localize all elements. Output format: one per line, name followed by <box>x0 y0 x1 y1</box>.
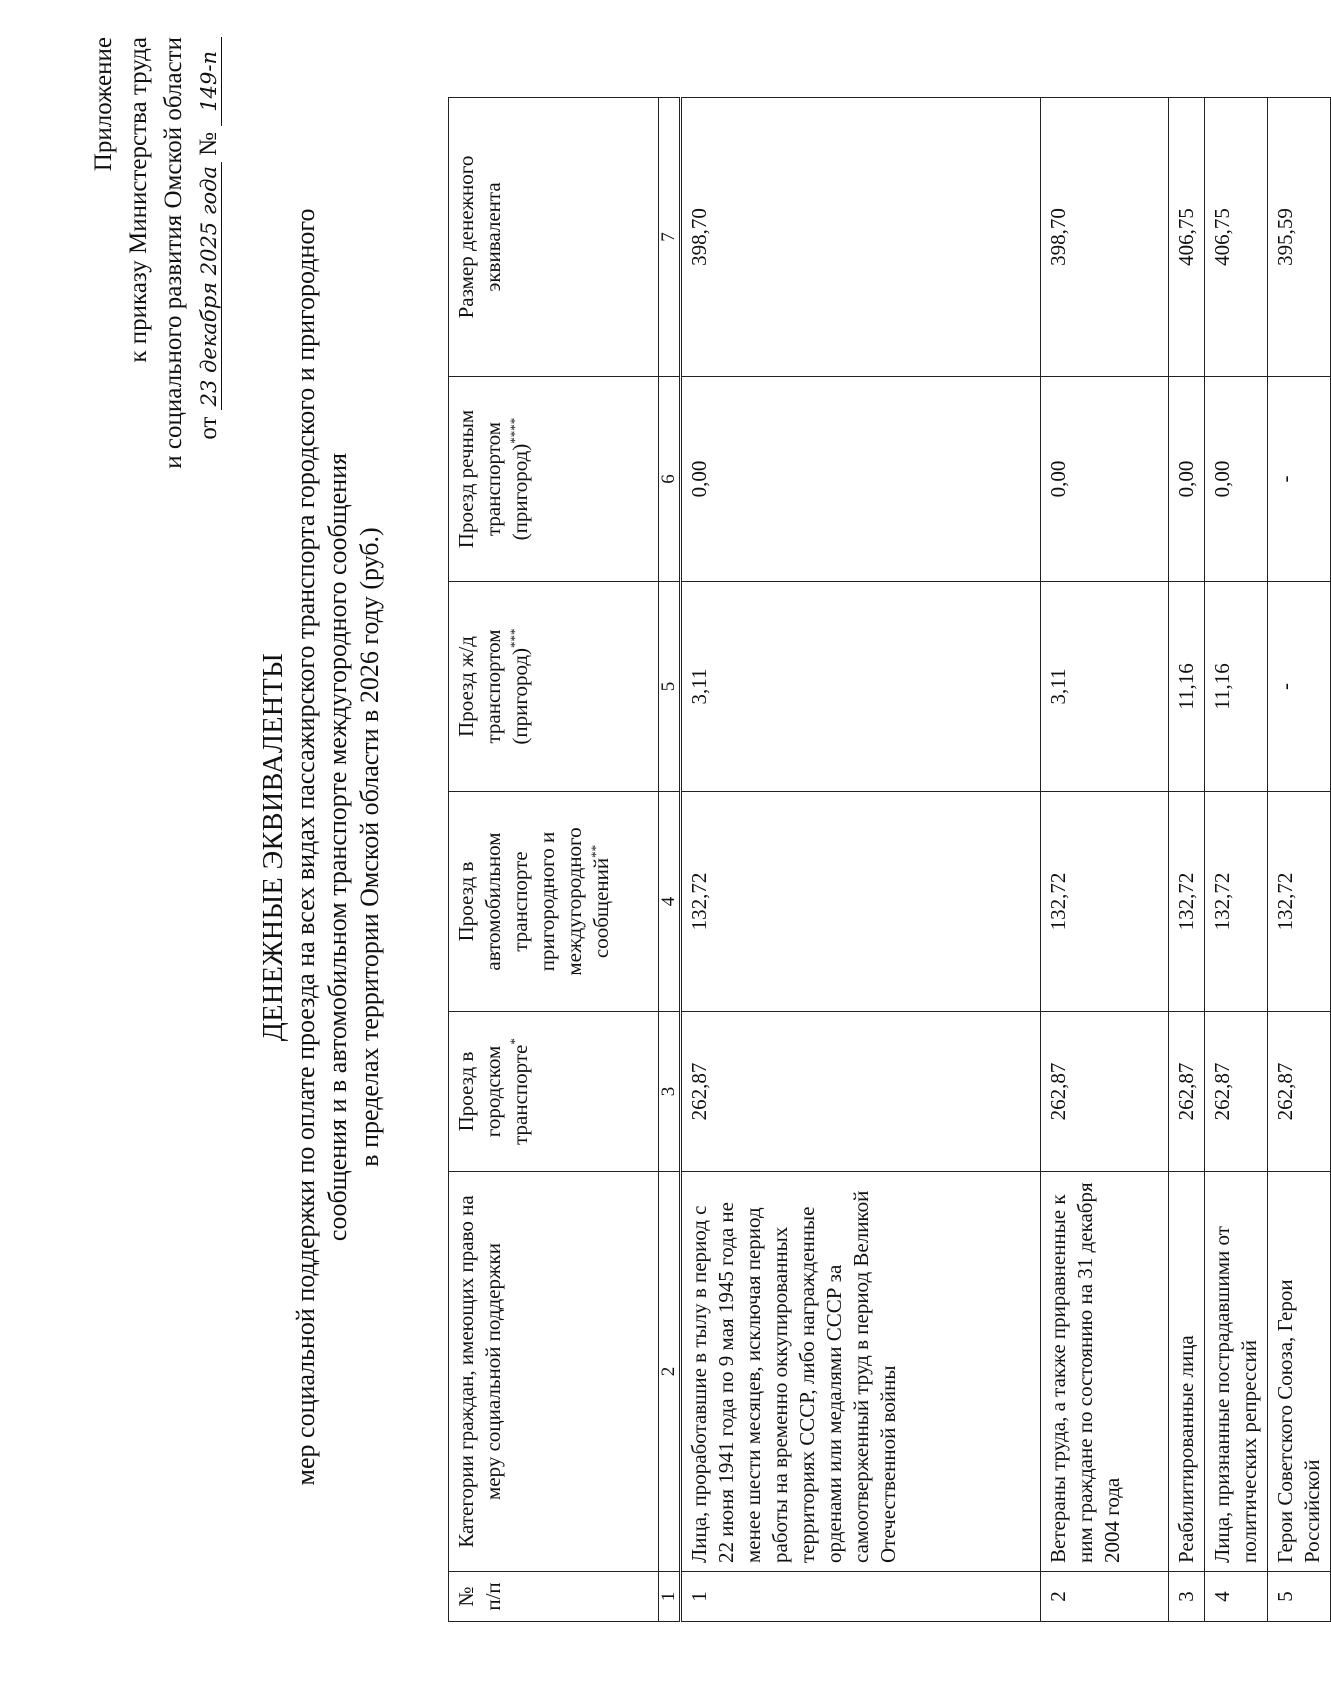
header-auto-transport: Проезд в автомобильном транспорте пригородного и междугородного сообщений** <box>449 792 659 1012</box>
row-number: 1 <box>681 1572 1041 1622</box>
row-total-value: 398,70 <box>1041 98 1169 377</box>
row-river-value: - <box>1268 377 1331 582</box>
row-category: Реабилитированные лица <box>1169 1172 1205 1572</box>
row-rail-value: 3,11 <box>681 582 1041 792</box>
row-river-value: 0,00 <box>1169 377 1205 582</box>
row-auto-value: 132,72 <box>1041 792 1169 1012</box>
row-rail-value: 11,16 <box>1205 582 1268 792</box>
title-main: ДЕНЕЖНЫЕ ЭКВИВАЛЕНТЫ <box>258 652 289 1042</box>
row-rail-value: - <box>1268 582 1331 792</box>
row-number: 2 <box>1041 1572 1169 1622</box>
title-line-4: в пределах территории Омской области в 2026 году (руб.) <box>355 527 384 1167</box>
appendix-title: Приложение <box>90 37 117 172</box>
row-category: Герои Советского Союза, Герои Российской <box>1268 1172 1331 1572</box>
header-number: № п/п <box>449 1572 659 1622</box>
row-city-value: 262,87 <box>1041 1012 1169 1172</box>
equivalents-table-wrapper <box>448 98 1331 1622</box>
table-header-row <box>449 98 659 1622</box>
appendix-date-line <box>191 37 227 537</box>
appendix-order-line: к приказу Министерства труда <box>125 37 152 363</box>
row-total-value: 398,70 <box>681 98 1041 377</box>
row-number: 5 <box>1268 1572 1331 1622</box>
appendix-ministry-line: и социального развития Омской области <box>160 37 187 469</box>
row-total-value: 406,75 <box>1205 98 1268 377</box>
row-city-value: 262,87 <box>1268 1012 1331 1172</box>
header-river-transport: Проезд речным транспортом (пригород)**** <box>449 377 659 582</box>
row-number: 3 <box>1169 1572 1205 1622</box>
row-total-value: 406,75 <box>1169 98 1205 377</box>
title-line-2: мер социальной поддержки по оплате проезда на всех видах пассажирского транспорта городского и пригородного <box>291 208 320 1486</box>
header-city-transport: Проезд в городском транспорте* <box>449 1012 659 1172</box>
table-row <box>1169 98 1205 1622</box>
number-label: № <box>195 131 222 156</box>
table-row <box>1205 98 1268 1622</box>
row-rail-value: 3,11 <box>1041 582 1169 792</box>
column-number: 5 <box>659 582 681 792</box>
column-number: 3 <box>659 1012 681 1172</box>
column-number: 6 <box>659 377 681 582</box>
column-number: 4 <box>659 792 681 1012</box>
row-total-value: 395,59 <box>1268 98 1331 377</box>
row-river-value: 0,00 <box>1041 377 1169 582</box>
row-category: Ветераны труда, а также приравненные к ним граждане по состоянию на 31 декабря 2004 года <box>1041 1172 1169 1572</box>
row-number: 4 <box>1205 1572 1268 1622</box>
header-rail-transport: Проезд ж/д транспортом (пригород)*** <box>449 582 659 792</box>
table-row <box>681 98 1041 1622</box>
table-row <box>1268 98 1331 1622</box>
row-category: Лица, проработавшие в тылу в период с 22 июня 1941 года по 9 мая 1945 года не менее шести месяцев, исключая период работы на временно оккупированных территориях СССР, либо награжденные орденами или медалями СССР за самоотверженный труд в период Великой Отечественной войны <box>681 1172 1041 1572</box>
row-river-value: 0,00 <box>681 377 1041 582</box>
header-category: Категории граждан, имеющих право на меру социальной поддержки <box>449 1172 659 1572</box>
header-total: Размер денежного эквивалента <box>449 98 659 377</box>
row-city-value: 262,87 <box>1205 1012 1268 1172</box>
row-city-value: 262,87 <box>681 1012 1041 1172</box>
date-prefix: от <box>195 416 222 440</box>
equivalents-table <box>448 97 1331 1622</box>
row-auto-value: 132,72 <box>1169 792 1205 1012</box>
row-category: Лица, признанные пострадавшими от политических репрессий <box>1205 1172 1268 1572</box>
row-rail-value: 11,16 <box>1169 582 1205 792</box>
row-auto-value: 132,72 <box>1205 792 1268 1012</box>
document-title <box>258 147 386 1547</box>
column-number-row <box>659 98 681 1622</box>
row-auto-value: 132,72 <box>1268 792 1331 1012</box>
row-city-value: 262,87 <box>1169 1012 1205 1172</box>
handwritten-number: 149-п <box>197 37 222 126</box>
handwritten-date: 23 декабря 2025 года <box>197 162 222 410</box>
column-number: 2 <box>659 1172 681 1572</box>
row-river-value: 0,00 <box>1205 377 1268 582</box>
column-number: 1 <box>659 1572 681 1622</box>
column-number: 7 <box>659 98 681 377</box>
table-row <box>1041 98 1169 1622</box>
row-auto-value: 132,72 <box>681 792 1041 1012</box>
title-line-3: сообщения и в автомобильном транспорте междугородного сообщения <box>323 452 352 1242</box>
appendix-block <box>86 37 227 537</box>
